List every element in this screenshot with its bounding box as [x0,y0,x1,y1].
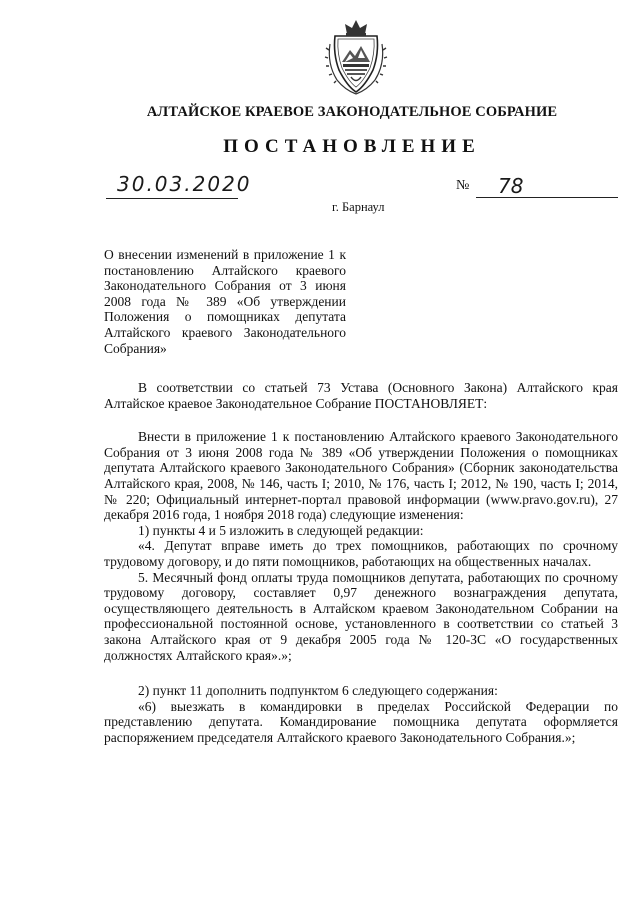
document-number: 78 [498,174,524,198]
city-name: г. Барнаул [332,200,385,214]
main-paragraph: Внести в приложение 1 к постановлению Алтайского краевого Законодательного Собрания от 3 июня 2008 года № 389 «Об утверждении Положения о помощниках депутата Алтайского краевого Законодательного Собрания» (Сборник законодательства Алтайского края, 2008, № 146, часть I; 2010, № 176, часть I; 2012, № 190, часть I; 2014, № 220; Официальный интернет-портал правовой информации (www.pravo.gov.ru), 27 декабря 2016 года, 1 ноября 2018 года) следующие изменения: [104,429,618,523]
document-body [104,380,618,745]
item-2-clause-6: «6) выезжать в командировки в пределах Российской Федерации по представлению депутата. Командирование помощника депутата оформляется распоряжением председателя Алтайского краевого Законодательного Собрания.»; [104,698,618,745]
preamble-paragraph: В соответствии со статьей 73 Устава (Основного Закона) Алтайского края Алтайское краевое Законодательное Собрание ПОСТАНОВЛЯЕТ: [104,380,618,411]
document-subject: О внесении изменений в приложение 1 к постановлению Алтайского краевого Законодательного Собрания от 3 июня 2008 года № 389 «Об утверждении Положения о помощниках депутата Алтайского краевого Законодательного Собрания» [104,247,346,356]
document-type-title: ПОСТАНОВЛЕНИЕ [223,136,481,157]
coat-of-arms-emblem [323,14,389,98]
organization-name: АЛТАЙСКОЕ КРАЕВОЕ ЗАКОНОДАТЕЛЬНОЕ СОБРАНИЕ [146,104,558,120]
document-date: 30.03.2020 [117,172,252,196]
item-1-clause-5: 5. Месячный фонд оплаты труда помощников депутата, работающих по срочному трудовому договору, составляет 0,97 денежного вознаграждения депутата, осуществляющего деятельность в Алтайском краевом Законодательном Собрании на профессиональной постоянной основе, установленного в соответствии со статьей 3 закона Алтайского края от 9 декабря 2005 года № 120-ЗС «О государственных должностях Алтайского края».»; [104,569,618,663]
date-underline [106,198,238,199]
item-2-paragraph: 2) пункт 11 дополнить подпунктом 6 следующего содержания: [138,683,498,699]
number-label: № [456,178,470,193]
item-1-clause-4: «4. Депутат вправе иметь до трех помощников, работающих по срочному трудовому договору, и до пяти помощников, работающих на общественных началах. [104,538,618,569]
number-underline [476,197,618,198]
item-1-paragraph: 1) пункты 4 и 5 изложить в следующей редакции: [138,522,424,538]
